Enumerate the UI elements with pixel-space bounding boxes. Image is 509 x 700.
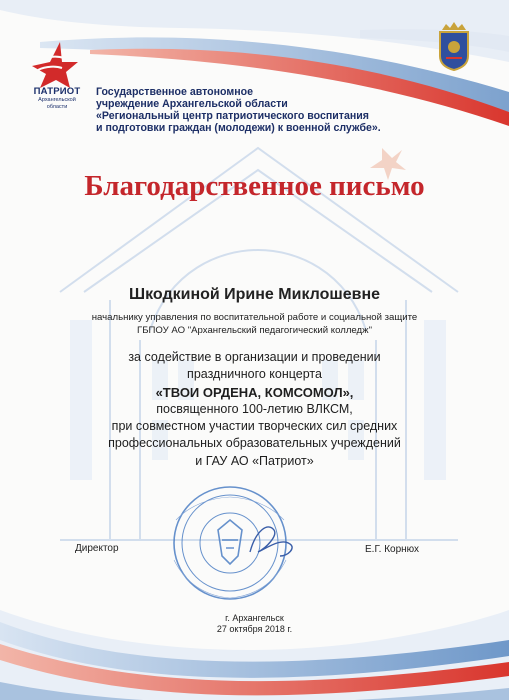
body-line: при совместном участии творческих сил средних [111, 419, 398, 434]
letter-body [0, 349, 509, 470]
logo-star-space [26, 44, 88, 86]
document-title: Благодарственное письмо [84, 170, 425, 202]
recipient-position [0, 312, 509, 337]
organization-name [96, 86, 456, 134]
coat-of-arms-icon [440, 22, 468, 70]
logo-subtitle-line2: области [46, 103, 68, 110]
logo-subtitle-line1: Архангельской [38, 97, 76, 103]
organization-line: учреждение Архангельской области [96, 98, 288, 110]
organization-line: Государственное автономное [96, 86, 253, 98]
body-line: за содействие в организации и проведении [128, 350, 381, 364]
body-line: посвященного 100-летию ВЛКСМ, [156, 401, 353, 416]
organization-line: «Региональный центр патриотического воспитания [96, 110, 369, 122]
logo-name: ПАТРИОТ [33, 86, 81, 97]
body-line: профессиональных образовательных учреждений [108, 436, 401, 451]
building-outline [60, 148, 458, 540]
body-line: праздничного концерта [187, 367, 322, 382]
concert-name: «ТВОИ ОРДЕНА, КОМСОМОЛ», [155, 384, 354, 400]
body-line: и ГАУ АО «Патриот» [195, 453, 314, 468]
position-line: начальнику управления по воспитательной работе и социальной защите [91, 312, 418, 323]
place-and-date [0, 613, 509, 635]
city: г. Архангельск [225, 613, 284, 623]
organization-line: и подготовки граждан (молодежи) к военной службе». [96, 122, 381, 134]
signer-role: Директор [75, 543, 119, 554]
recipient-name: Шкодкиной Ирине Миклошевне [129, 286, 380, 303]
date: 27 октября 2018 г. [216, 624, 293, 634]
patriot-logo [26, 44, 88, 110]
signer-name: Е.Г. Корнюх [365, 544, 420, 555]
position-line: ГБПОУ АО "Архангельский педагогический колледж" [137, 324, 372, 336]
